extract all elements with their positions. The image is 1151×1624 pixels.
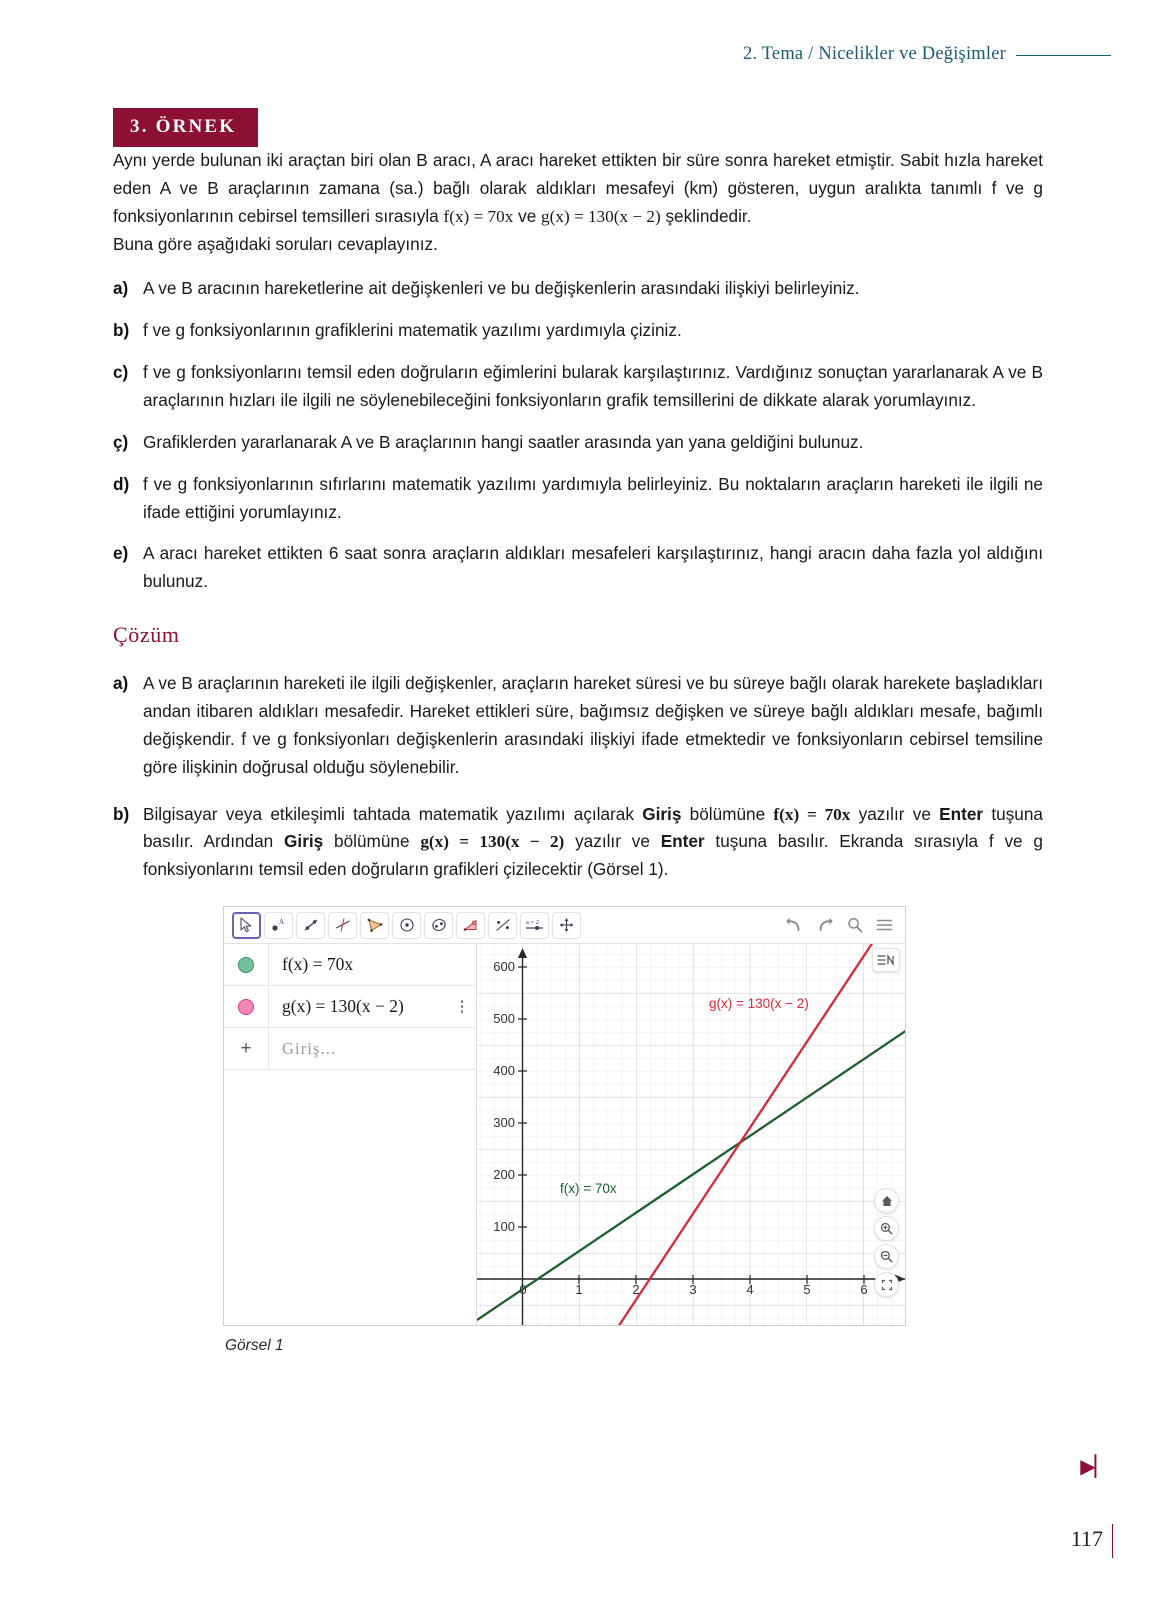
example-badge: 3. ÖRNEK [113,108,258,147]
algebra-panel [224,944,477,1325]
curve-label-f: f(x) = 70x [560,1181,617,1197]
algebra-row-g[interactable] [224,986,476,1028]
geogebra-body [224,944,905,1325]
add-input-icon[interactable]: + [224,1028,269,1069]
page-number: 117 [1070,1526,1103,1551]
angle-tool[interactable] [456,912,485,939]
reflect-tool[interactable] [488,912,517,939]
question-marker: c) [113,362,129,383]
reflection-icon [494,917,512,933]
line-segment-icon [302,917,320,933]
svg-text:a = 2: a = 2 [525,919,539,927]
question-item-b [113,317,1043,345]
solution-item-a [113,670,1043,781]
algebra-expression-f[interactable]: f(x) = 70x [282,954,354,975]
question-item-c-cedilla [113,429,1043,457]
cursor-arrow-icon [239,917,254,933]
ellipse-icon [430,917,448,933]
fullscreen-icon [881,1279,893,1291]
y-tick-label-100: 100 [493,1219,515,1235]
perpendicular-line-tool[interactable] [328,912,357,939]
function-color-dot-pink[interactable] [238,999,254,1015]
x-tick-label-3: 3 [689,1282,697,1298]
visibility-toggle-f[interactable] [224,944,269,985]
visibility-toggle-g[interactable] [224,986,269,1027]
home-icon [881,1195,893,1207]
page-number-rule [1112,1524,1113,1558]
style-bar-toggle[interactable] [872,948,900,972]
solution-text: A ve B araçlarının hareketi ile ilgili değişkenler, araçların hareket süresi ve bu süreye bağlı olarak harekete başladıkları andan itibaren aldıkları mesafedir. Hareket ettikleri süre, bağımsız değişken ve süreye bağlı aldıkları mesafe, bağımlı değişkendir. f ve g fonksiyonları değişkenlerin arasındaki ilişkiyi ifade etmektedir ve fonksiyonların cebirsel temsiline göre ilişkinin doğrusal olduğu söylenebilir. [143,673,1043,777]
question-marker: d) [113,473,130,494]
question-marker: e) [113,543,129,564]
polygon-tool[interactable] [360,912,389,939]
page-header [743,44,1111,65]
question-item-c [113,359,1043,415]
style-bar-icon [876,953,896,967]
circle-icon [398,917,416,933]
graph-canvas [477,944,905,1325]
undo-icon[interactable] [785,917,803,933]
algebra-input-row[interactable] [224,1028,476,1070]
row-options-icon[interactable] [461,998,464,1016]
perpendicular-line-icon [334,917,352,933]
x-tick-label-5: 5 [803,1282,811,1298]
function-color-dot-green[interactable] [238,957,254,973]
y-tick-label-600: 600 [493,959,515,975]
angle-icon [462,917,480,933]
x-tick-label-0: 0 [519,1282,527,1298]
next-page-marker: ▶▏ [1080,1456,1109,1478]
question-marker: ç) [113,431,129,452]
x-tick-label-1: 1 [575,1282,583,1298]
zoom-out-icon [880,1250,893,1263]
question-item-d [113,471,1043,527]
content-column [113,108,1043,1355]
algebra-empty-space [224,1070,476,1325]
slider-icon [524,917,546,933]
menu-icon[interactable] [876,918,893,932]
header-rule [1016,55,1111,56]
solution-text-b: Bilgisayar veya etkileşimli tahtada matematik yazılımı açılarak Giriş bölümüne f(x) = 70x yazılır ve Enter tuşuna basılır. Ardından Giriş bölümüne g(x) = 130(x − 2) yazılır ve Enter tuşuna basılır. Ekranda sırasıyla f ve g fonksiyonlarını temsil eden doğruların grafikleri çizilecektir (Görsel 1). [143,803,1043,880]
graphics-view[interactable] [477,944,905,1325]
circle-tool[interactable] [392,912,421,939]
solution-list [113,670,1043,884]
solution-marker: b) [113,803,130,824]
point-tool[interactable] [264,912,293,939]
question-item-e [113,540,1043,596]
solution-item-b [113,801,1043,885]
geogebra-toolbar [224,907,905,944]
question-text: Grafiklerden yararlanarak A ve B araçlarının hangi saatler arasında yan yana geldiğini bulunuz. [143,431,864,452]
algebra-input-placeholder[interactable]: Giriş... [282,1038,337,1058]
solution-heading: Çözüm [113,622,180,648]
y-tick-label-500: 500 [493,1011,515,1027]
curve-label-g: g(x) = 130(x − 2) [709,996,809,1012]
algebra-row-f[interactable] [224,944,476,986]
question-text: f ve g fonksiyonlarının sıfırlarını matematik yazılımı yardımıyla belirleyiniz. Bu noktaların araçların hareketi ile ilgili ne ifade ettiğini yorumlayınız. [143,473,1043,522]
move-arrows-icon [558,917,575,933]
question-text: A ve B aracının hareketlerine ait değişkenleri ve bu değişkenlerin arasındaki ilişkiyi belirleyiniz. [143,278,860,299]
line-tool[interactable] [296,912,325,939]
question-text: f ve g fonksiyonlarını temsil eden doğruların eğimlerini bularak karşılaştırınız. Vardığınız sonuçtan yararlanarak A ve B araçlarının hızları ile ilgili ne söylenebileceğini fonksiyonların grafik temsillerini de dikkate alarak yorumlayınız. [143,362,1043,411]
point-icon [270,917,288,933]
question-marker: b) [113,320,130,341]
figure-geogebra [223,906,908,1355]
slider-tool[interactable] [520,912,549,939]
question-text: f ve g fonksiyonlarının grafiklerini matematik yazılımı yardımıyla çiziniz. [143,320,682,341]
pan-tool[interactable] [552,912,581,939]
redo-icon[interactable] [816,917,834,933]
breadcrumb: 2. Tema / Nicelikler ve Değişimler [742,44,1006,64]
x-tick-label-2: 2 [632,1282,640,1298]
y-tick-label-400: 400 [493,1063,515,1079]
move-tool[interactable] [232,912,261,939]
question-text: A aracı hareket ettikten 6 saat sonra araçların aldıkları mesafeleri karşılaştırınız, hangi aracın daha fazla yol aldığını bulunuz. [143,543,1043,592]
y-tick-label-300: 300 [493,1115,515,1131]
zoom-in-icon [880,1222,893,1235]
toolbar-right-actions [785,917,897,933]
question-item-a [113,275,1043,303]
geogebra-window [223,906,906,1326]
conic-tool[interactable] [424,912,453,939]
polygon-icon [366,917,384,933]
example-prompt: Buna göre aşağıdaki soruları cevaplayınız. [113,233,438,254]
example-intro-paragraph: Aynı yerde bulunan iki araçtan biri olan B aracı, A aracı hareket ettikten bir süre sonra hareket etmiştir. Sabit hızla hareket eden A ve B araçlarının zamana (sa.) bağlı olarak aldıkları mesafeyi (km) gösteren, uygun aralıkta tanımlı f ve g fonksiyonlarının cebirsel temsilleri sırasıyla f(x) = 70x ve g(x) = 130(x − 2) şeklindedir. [113,150,1043,226]
svg-text:A: A [278,918,284,927]
question-marker: a) [113,278,129,299]
x-tick-label-4: 4 [746,1282,754,1298]
solution-marker: a) [113,673,129,694]
x-tick-label-6: 6 [860,1282,868,1298]
question-list [113,275,1043,596]
search-icon[interactable] [847,917,863,933]
algebra-expression-g[interactable]: g(x) = 130(x − 2) [282,996,404,1017]
y-tick-label-200: 200 [493,1167,515,1183]
figure-caption: Görsel 1 [225,1337,284,1355]
